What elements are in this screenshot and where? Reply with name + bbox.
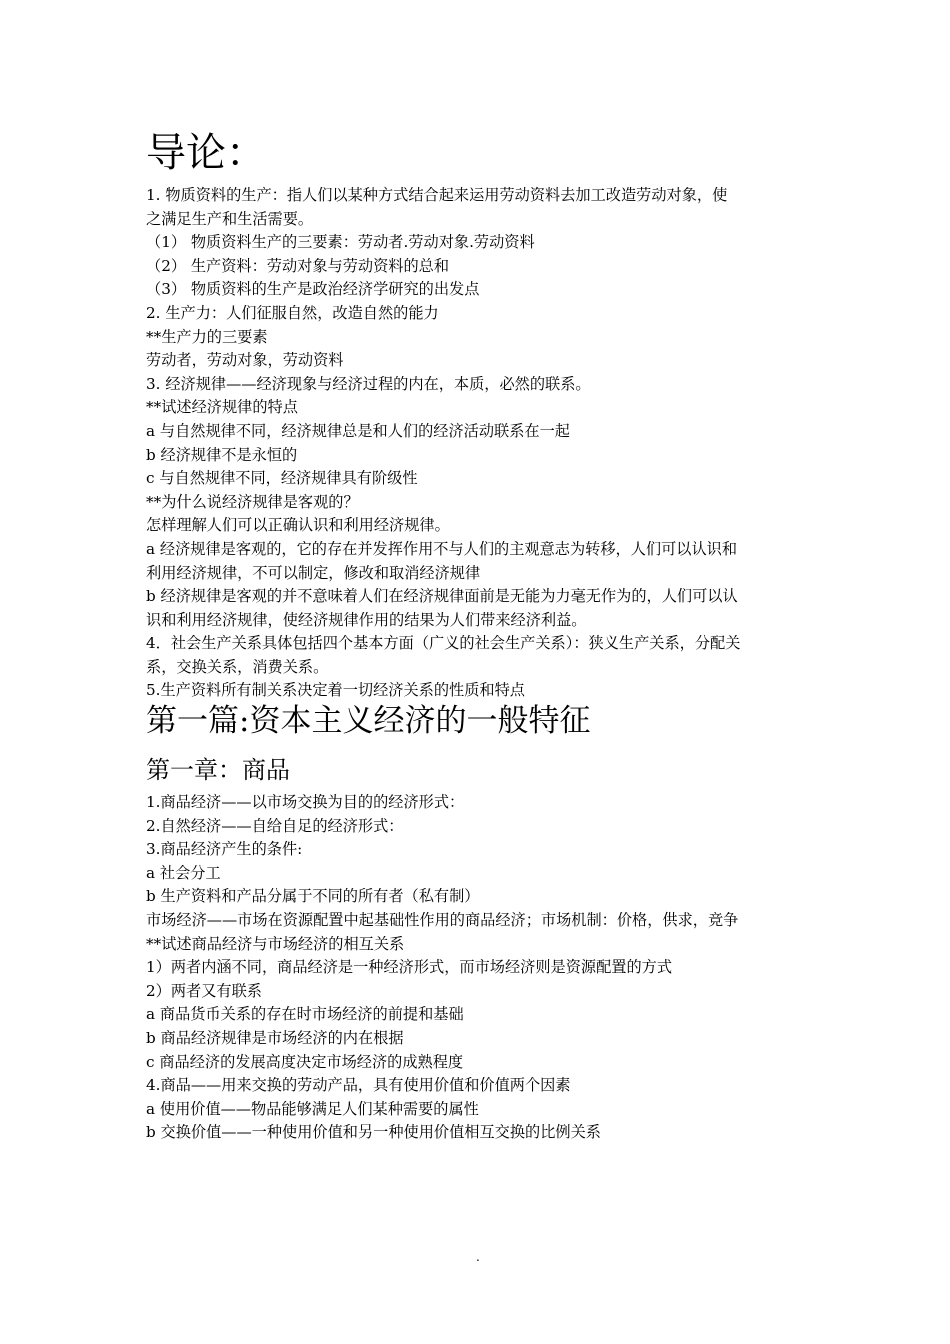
text-line: c 与自然规律不同，经济规律具有阶级性 <box>146 469 418 488</box>
text-line: （1） 物质资料生产的三要素：劳动者.劳动对象.劳动资料 <box>146 233 535 252</box>
text-line: 4.商品——用来交换的劳动产品，具有使用价值和价值两个因素 <box>146 1076 571 1095</box>
text-line: b 生产资料和产品分属于不同的所有者（私有制） <box>146 887 480 906</box>
chapter-one-body <box>146 791 800 1145</box>
text-line: 怎样理解人们可以正确认识和利用经济规律。 <box>146 516 450 535</box>
text-line: a 商品货币关系的存在时市场经济的前提和基础 <box>146 1005 464 1024</box>
text-line: 4．社会生产关系具体包括四个基本方面（广义的社会生产关系）：狭义生产关系，分配关 <box>146 634 741 653</box>
text-line: c 商品经济的发展高度决定市场经济的成熟程度 <box>146 1052 464 1071</box>
text-line: 之满足生产和生活需要。 <box>146 209 314 228</box>
text-line: 3. 经济规律——经济现象与经济过程的内在，本质，必然的联系。 <box>146 374 591 393</box>
text-line: a 经济规律是客观的，它的存在并发挥作用不与人们的主观意志为转移，人们可以认识和 <box>146 539 738 558</box>
text-line: b 商品经济规律是市场经济的内在根据 <box>146 1028 404 1047</box>
text-line: 1.商品经济——以市场交换为目的的经济形式： <box>146 793 465 811</box>
text-line: 劳动者，劳动对象，劳动资料 <box>146 351 344 370</box>
text-line: 2. 生产力：人们征服自然，改造自然的能力 <box>146 303 439 322</box>
text-line: 识和利用经济规律，使经济规律作用的结果为人们带来经济利益。 <box>146 610 587 629</box>
text-line: **为什么说经济规律是客观的？ <box>146 492 359 511</box>
chapter-one-heading: 第一章：商品 <box>146 756 290 784</box>
text-line: 利用经济规律，不可以制定，修改和取消经济规律 <box>146 563 481 582</box>
text-line: b 交换价值——一种使用价值和另一种使用价值相互交换的比例关系 <box>146 1123 601 1142</box>
text-line: **试述商品经济与市场经济的相互关系 <box>146 934 405 953</box>
text-line: b 经济规律不是永恒的 <box>146 445 298 464</box>
text-line: 2）两者又有联系 <box>146 981 262 1000</box>
text-line: 1）两者内涵不同，商品经济是一种经济形式，而市场经济则是资源配置的方式 <box>146 958 673 977</box>
intro-heading: 导论： <box>146 130 266 176</box>
text-line: 市场经济——市场在资源配置中起基础性作用的商品经济；市场机制：价格，供求，竞争 <box>146 910 739 929</box>
text-line: 系，交换关系，消费关系。 <box>146 657 329 676</box>
text-line: （2） 生产资料：劳动对象与劳动资料的总和 <box>146 256 450 275</box>
text-line: **试述经济规律的特点 <box>146 398 298 417</box>
text-line: a 使用价值——物品能够满足人们某种需要的属性 <box>146 1099 479 1118</box>
text-line: a 与自然规律不同，经济规律总是和人们的经济活动联系在一起 <box>146 421 570 440</box>
text-line: 5.生产资料所有制关系决定着一切经济关系的性质和特点 <box>146 681 525 700</box>
text-line: a 社会分工 <box>146 863 221 882</box>
text-line: **生产力的三要素 <box>146 327 268 346</box>
text-line: 1. 物质资料的生产：指人们以某种方式结合起来运用劳动资料去加工改造劳动对象，使 <box>146 186 728 204</box>
text-line: b 经济规律是客观的并不意味着人们在经济规律面前是无能为力毫无作为的，人们可以认 <box>146 587 738 606</box>
text-line: （3） 物质资料的生产是政治经济学研究的出发点 <box>146 280 480 299</box>
text-line: 3.商品经济产生的条件: <box>146 840 303 859</box>
intro-body <box>146 184 800 703</box>
part-one-heading: 第一篇:资本主义经济的一般特征 <box>146 703 591 739</box>
page-footer-mark: . <box>476 1250 480 1264</box>
text-line: 2.自然经济——自给自足的经济形式： <box>146 816 404 835</box>
